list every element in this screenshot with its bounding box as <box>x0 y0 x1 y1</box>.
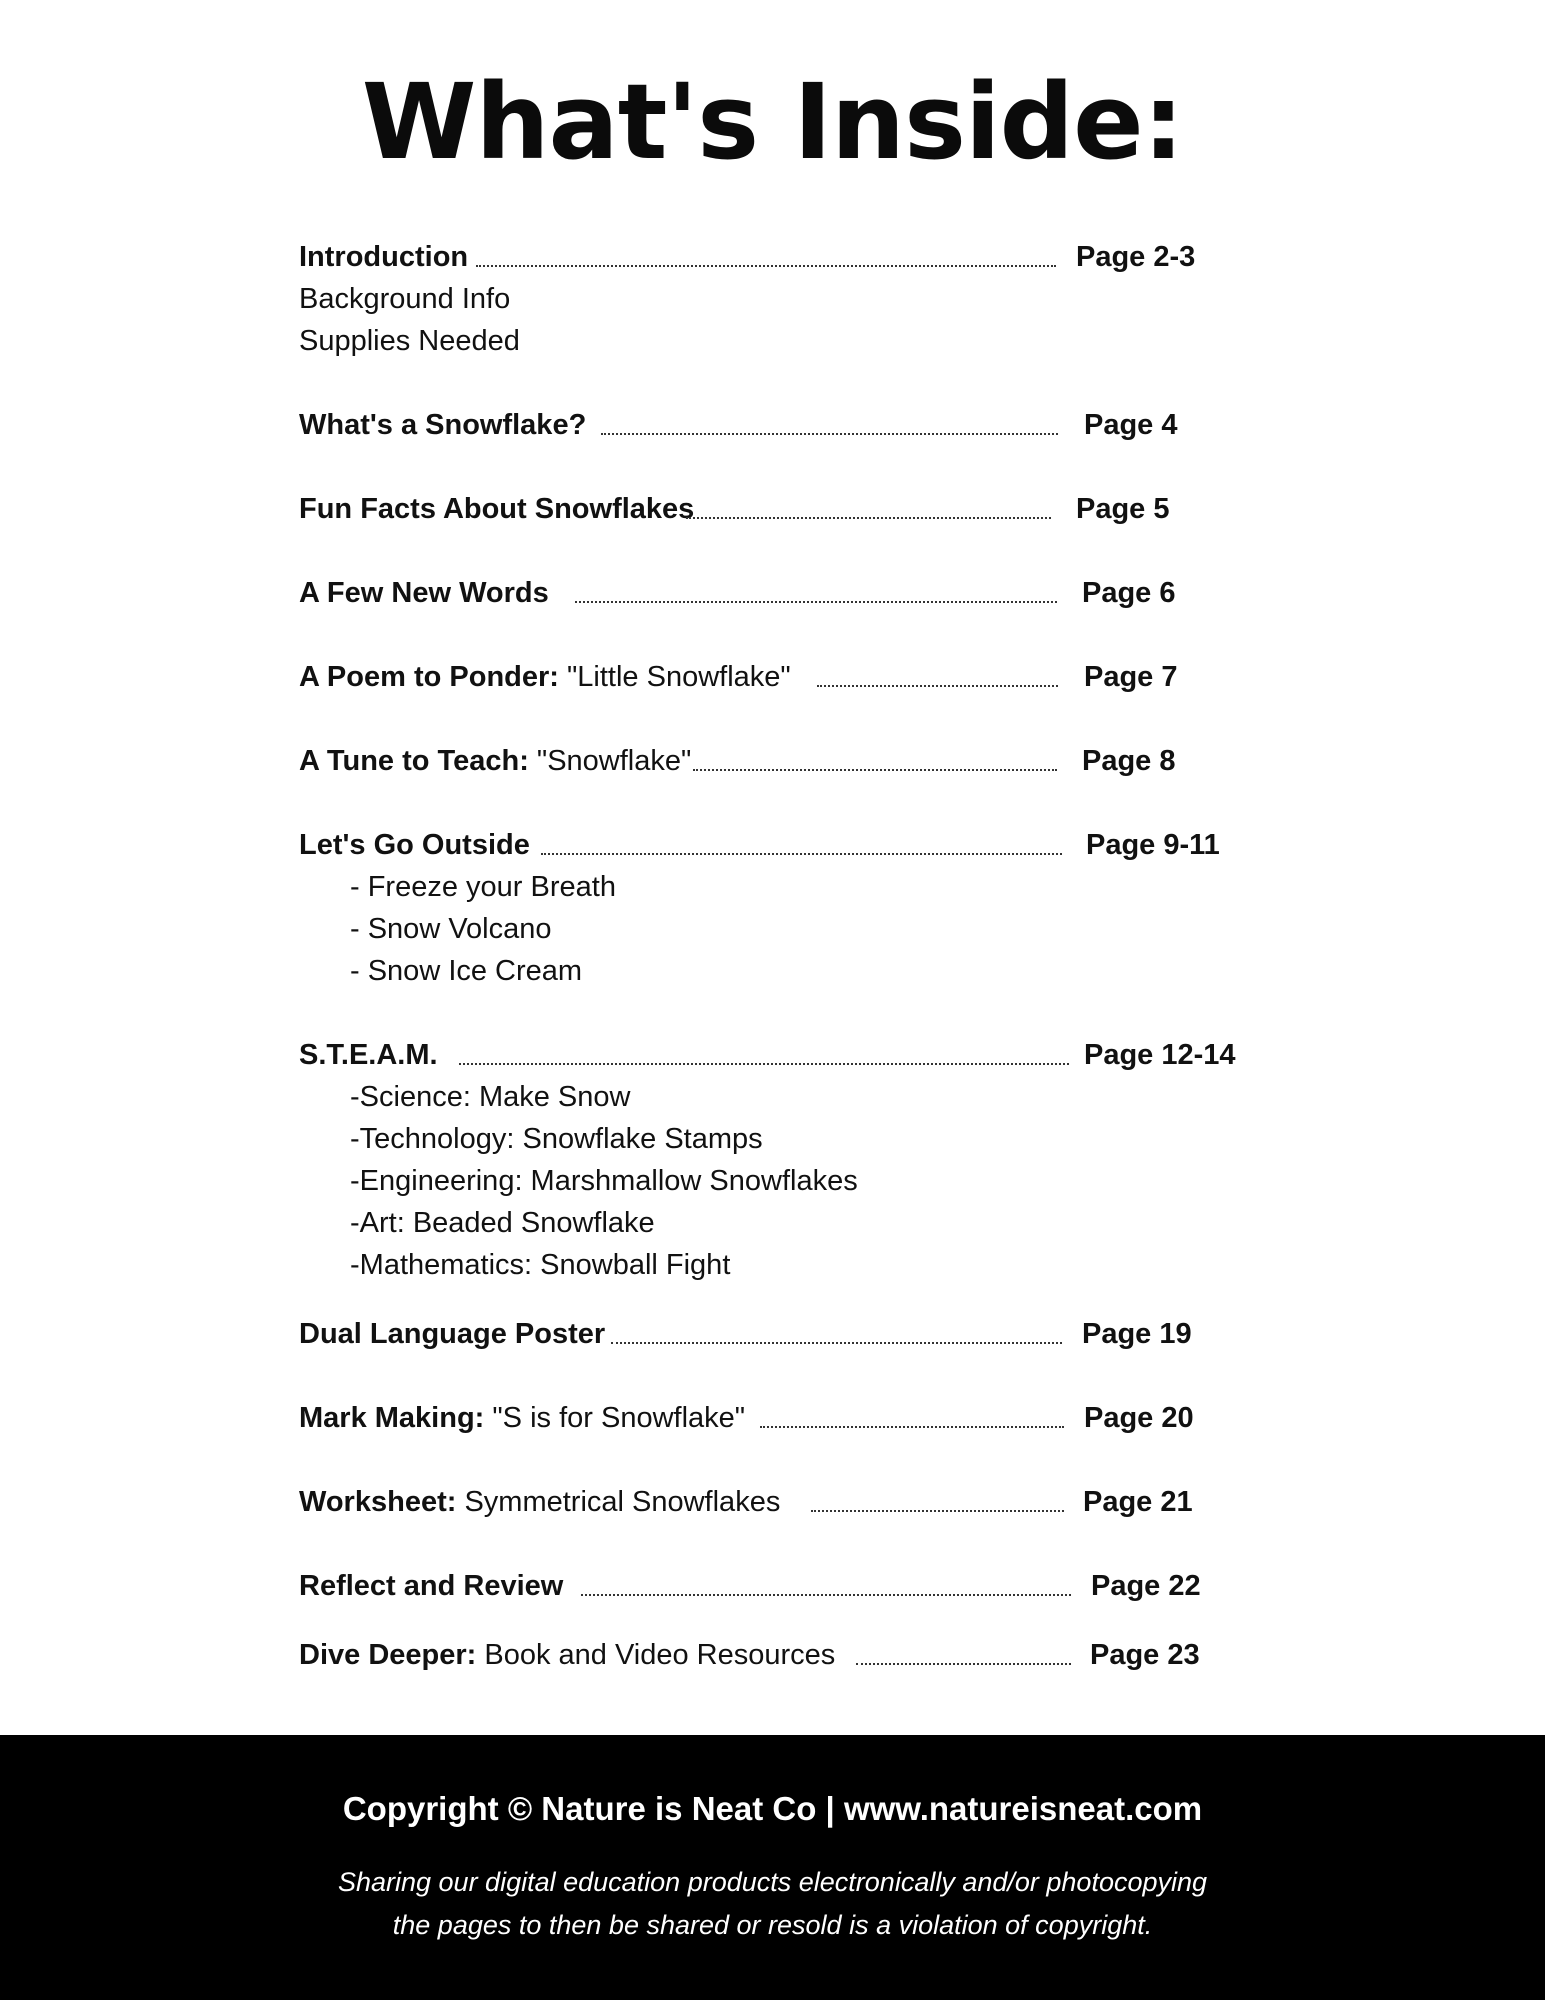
toc-entry-whats-a-snowflake <box>299 404 1299 446</box>
toc-subitem: -Engineering: Marshmallow Snowflakes <box>350 1165 858 1197</box>
toc-page-number: Page 8 <box>1082 745 1176 777</box>
copyright-notice-line: Sharing our digital education products electronically and/or photocopying <box>337 1867 1208 1897</box>
toc-entry-label: Dive Deeper: Book and Video Resources <box>299 1639 836 1671</box>
dot-leader <box>459 1063 1069 1065</box>
toc-entry-label: Mark Making: "S is for Snowflake" <box>299 1402 746 1434</box>
copyright-line: Copyright © Nature is Neat Co | www.natureisneat.com <box>342 1790 1203 1827</box>
toc-entry-dive-deeper <box>299 1634 1299 1676</box>
toc-subitem: - Snow Volcano <box>350 913 552 945</box>
toc-entry-dual-language <box>299 1313 1299 1355</box>
toc-entry-mark-making <box>299 1397 1299 1439</box>
dot-leader <box>601 433 1058 435</box>
toc-page-number: Page 6 <box>1082 577 1176 609</box>
toc-page-number: Page 7 <box>1084 661 1178 693</box>
copyright-notice <box>0 1861 1545 1947</box>
toc-subitem: -Science: Make Snow <box>350 1081 631 1113</box>
page-title: What's Inside: <box>361 61 1184 183</box>
dot-leader <box>686 517 1051 519</box>
toc-entry-fun-facts <box>299 488 1299 530</box>
toc-page-number: Page 22 <box>1091 1570 1201 1602</box>
toc-entry-label: Dual Language Poster <box>299 1318 606 1350</box>
toc-page-number: Page 23 <box>1090 1639 1200 1671</box>
toc-subitem: -Mathematics: Snowball Fight <box>350 1249 731 1281</box>
toc-entry-reflect-review <box>299 1565 1299 1607</box>
toc-subitem: -Art: Beaded Snowflake <box>350 1207 655 1239</box>
toc-entry-new-words <box>299 572 1299 614</box>
toc-subitem: Background Info <box>299 283 511 315</box>
dot-leader <box>817 685 1058 687</box>
dot-leader <box>575 601 1057 603</box>
copyright-footer <box>0 1735 1545 2000</box>
toc-entry-introduction <box>299 236 1299 278</box>
toc-subitem: Supplies Needed <box>299 325 520 357</box>
toc-entry-label: Introduction <box>299 241 469 273</box>
toc-subitem: -Technology: Snowflake Stamps <box>350 1123 763 1155</box>
toc-page-number: Page 4 <box>1084 409 1178 441</box>
dot-leader <box>856 1663 1071 1665</box>
toc-entry-label: Reflect and Review <box>299 1570 564 1602</box>
toc-page-number: Page 12-14 <box>1084 1039 1236 1071</box>
copyright-notice-line: the pages to then be shared or resold is a violation of copyright. <box>392 1910 1153 1940</box>
toc-page-number: Page 2-3 <box>1076 241 1196 273</box>
dot-leader <box>760 1426 1064 1428</box>
toc-entry-label: A Poem to Ponder: "Little Snowflake" <box>299 661 791 693</box>
toc-entry-label: Worksheet: Symmetrical Snowflakes <box>299 1486 781 1518</box>
toc-page-number: Page 21 <box>1083 1486 1193 1518</box>
toc-page-number: Page 19 <box>1082 1318 1192 1350</box>
toc-entry-worksheet <box>299 1481 1299 1523</box>
toc-entry-label: Fun Facts About Snowflakes <box>299 493 695 525</box>
toc-entry-poem <box>299 656 1299 698</box>
toc-entry-steam <box>299 1034 1299 1076</box>
toc-page-number: Page 5 <box>1076 493 1170 525</box>
dot-leader <box>476 265 1056 267</box>
toc-subitem: - Freeze your Breath <box>350 871 616 903</box>
toc-page-number: Page 9-11 <box>1086 829 1220 861</box>
toc-entry-go-outside <box>299 824 1299 866</box>
toc-entry-label: What's a Snowflake? <box>299 409 587 441</box>
dot-leader <box>541 853 1062 855</box>
toc-subitem: - Snow Ice Cream <box>350 955 583 987</box>
toc-page-number: Page 20 <box>1084 1402 1194 1434</box>
toc-entry-label: A Few New Words <box>299 577 549 609</box>
toc-entry-label: A Tune to Teach: "Snowflake" <box>299 745 692 777</box>
dot-leader <box>611 1342 1062 1344</box>
toc-entry-label: Let's Go Outside <box>299 829 530 861</box>
table-of-contents <box>299 236 1299 1676</box>
dot-leader <box>581 1594 1071 1596</box>
toc-entry-tune <box>299 740 1299 782</box>
toc-entry-label: S.T.E.A.M. <box>299 1039 438 1071</box>
dot-leader <box>693 769 1057 771</box>
dot-leader <box>811 1510 1064 1512</box>
